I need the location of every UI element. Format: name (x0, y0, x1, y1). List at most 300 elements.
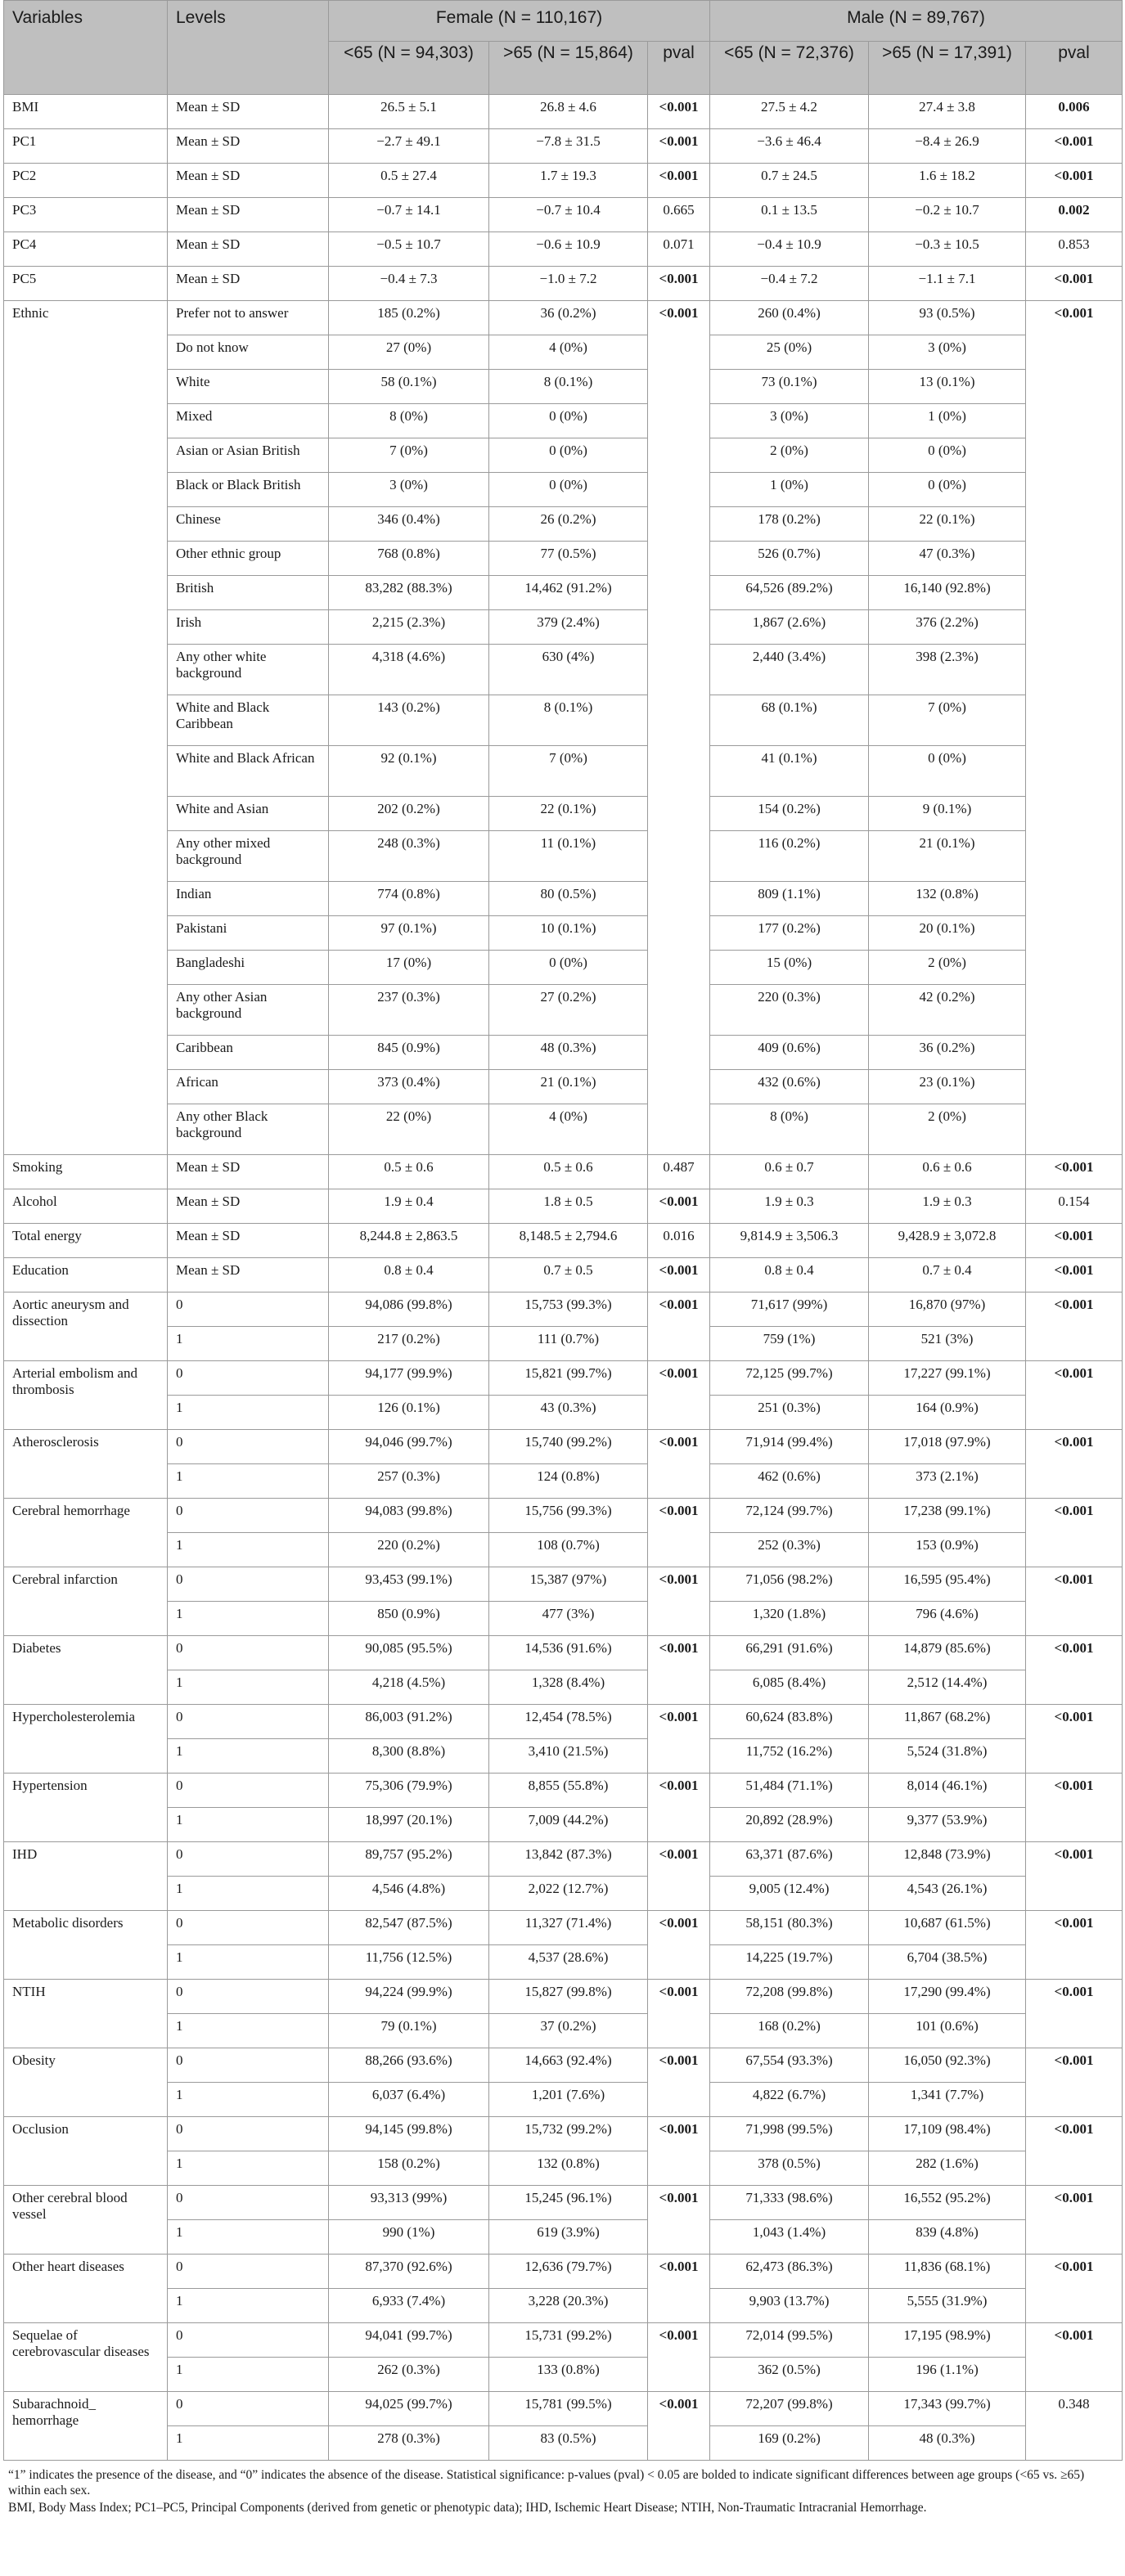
female-ge65-cell: 36 (0.2%) (489, 301, 648, 335)
female-ge65-cell: 11 (0.1%) (489, 831, 648, 882)
male-ge65-cell: 1 (0%) (869, 404, 1026, 438)
variable-cell: Other heart diseases (4, 2255, 168, 2323)
table-row (4, 1292, 1123, 1327)
male-ge65-cell: 11,836 (68.1%) (869, 2255, 1026, 2289)
table-row (4, 2426, 1123, 2461)
female-lt65-cell: 86,003 (91.2%) (329, 1705, 489, 1739)
variable-cell: Occlusion (4, 2117, 168, 2186)
male-ge65-cell: 5,555 (31.9%) (869, 2289, 1026, 2323)
table-row (4, 1258, 1123, 1292)
female-lt65-cell: 94,224 (99.9%) (329, 1980, 489, 2014)
table-row (4, 1533, 1123, 1567)
female-lt65-cell: 93,313 (99%) (329, 2186, 489, 2220)
male-lt65-cell: 462 (0.6%) (710, 1464, 869, 1499)
male-lt65-cell: 11,752 (16.2%) (710, 1739, 869, 1774)
female-pval-cell: <0.001 (648, 2392, 710, 2461)
female-lt65-cell: 4,318 (4.6%) (329, 645, 489, 695)
table-row (4, 473, 1123, 507)
level-cell: Other ethnic group (168, 542, 329, 576)
table-row (4, 951, 1123, 985)
table-row (4, 2186, 1123, 2220)
female-lt65-cell: 202 (0.2%) (329, 797, 489, 831)
male-pval-cell: <0.001 (1026, 301, 1123, 1155)
level-cell: White and Asian (168, 797, 329, 831)
table-row (4, 2220, 1123, 2255)
male-pval-cell: <0.001 (1026, 267, 1123, 301)
male-lt65-cell: 169 (0.2%) (710, 2426, 869, 2461)
table-row (4, 1877, 1123, 1911)
male-ge65-cell: 42 (0.2%) (869, 985, 1026, 1036)
level-cell: 0 (168, 1361, 329, 1396)
table-row (4, 1396, 1123, 1430)
male-ge65-cell: −0.3 ± 10.5 (869, 232, 1026, 267)
table-row (4, 882, 1123, 916)
table-row (4, 1911, 1123, 1945)
female-lt65-cell: 262 (0.3%) (329, 2358, 489, 2392)
female-lt65-cell: 6,933 (7.4%) (329, 2289, 489, 2323)
male-lt65-cell: 154 (0.2%) (710, 797, 869, 831)
male-lt65-cell: 1 (0%) (710, 473, 869, 507)
male-lt65-cell: 27.5 ± 4.2 (710, 95, 869, 129)
level-cell: 0 (168, 2048, 329, 2083)
male-ge65-cell: 376 (2.2%) (869, 610, 1026, 645)
female-ge65-cell: 8 (0.1%) (489, 695, 648, 746)
table-row (4, 370, 1123, 404)
male-ge65-cell: 48 (0.3%) (869, 2426, 1026, 2461)
variable-cell: Aortic aneurysm and dissection (4, 1292, 168, 1361)
male-ge65-cell: 17,343 (99.7%) (869, 2392, 1026, 2426)
female-ge65-cell: 27 (0.2%) (489, 985, 648, 1036)
female-ge65-cell: −1.0 ± 7.2 (489, 267, 648, 301)
table-row (4, 2392, 1123, 2426)
male-lt65-cell: 72,125 (99.7%) (710, 1361, 869, 1396)
male-lt65-cell: 9,903 (13.7%) (710, 2289, 869, 2323)
variable-cell: PC3 (4, 198, 168, 232)
male-ge65-cell: 11,867 (68.2%) (869, 1705, 1026, 1739)
table-row (4, 1842, 1123, 1877)
male-ge65-cell: 4,543 (26.1%) (869, 1877, 1026, 1911)
male-lt65-cell: 1,867 (2.6%) (710, 610, 869, 645)
female-lt65-cell: 143 (0.2%) (329, 695, 489, 746)
male-ge65-cell: 6,704 (38.5%) (869, 1945, 1026, 1980)
female-pval-cell: <0.001 (648, 1292, 710, 1361)
level-cell: 0 (168, 2392, 329, 2426)
male-lt65-cell: 251 (0.3%) (710, 1396, 869, 1430)
level-cell: 0 (168, 2117, 329, 2151)
male-ge65-cell: 17,290 (99.4%) (869, 1980, 1026, 2014)
female-ge65-cell: 15,753 (99.3%) (489, 1292, 648, 1327)
level-cell: Black or Black British (168, 473, 329, 507)
female-lt65-cell: 8,300 (8.8%) (329, 1739, 489, 1774)
male-lt65-cell: 378 (0.5%) (710, 2151, 869, 2186)
male-ge65-cell: 0 (0%) (869, 746, 1026, 797)
header-female-ge65: >65 (N = 15,864) (489, 42, 648, 95)
male-ge65-cell: 1.9 ± 0.3 (869, 1189, 1026, 1224)
male-lt65-cell: 809 (1.1%) (710, 882, 869, 916)
female-ge65-cell: 15,756 (99.3%) (489, 1499, 648, 1533)
female-ge65-cell: −0.6 ± 10.9 (489, 232, 648, 267)
male-pval-cell: <0.001 (1026, 1705, 1123, 1774)
male-ge65-cell: 14,879 (85.6%) (869, 1636, 1026, 1670)
variable-cell: PC4 (4, 232, 168, 267)
table-row (4, 985, 1123, 1036)
male-ge65-cell: 2 (0%) (869, 1104, 1026, 1155)
female-ge65-cell: 111 (0.7%) (489, 1327, 648, 1361)
male-ge65-cell: 839 (4.8%) (869, 2220, 1026, 2255)
table-row (4, 232, 1123, 267)
table-row (4, 1774, 1123, 1808)
male-ge65-cell: 13 (0.1%) (869, 370, 1026, 404)
male-lt65-cell: 0.1 ± 13.5 (710, 198, 869, 232)
female-pval-cell: <0.001 (648, 1189, 710, 1224)
male-ge65-cell: 0 (0%) (869, 438, 1026, 473)
level-cell: African (168, 1070, 329, 1104)
male-lt65-cell: −0.4 ± 7.2 (710, 267, 869, 301)
female-lt65-cell: 2,215 (2.3%) (329, 610, 489, 645)
table-row (4, 1036, 1123, 1070)
female-lt65-cell: 83,282 (88.3%) (329, 576, 489, 610)
male-pval-cell: <0.001 (1026, 164, 1123, 198)
female-ge65-cell: 15,245 (96.1%) (489, 2186, 648, 2220)
female-lt65-cell: 257 (0.3%) (329, 1464, 489, 1499)
male-pval-cell: 0.154 (1026, 1189, 1123, 1224)
table-header (4, 1, 1123, 95)
level-cell: 0 (168, 1705, 329, 1739)
female-ge65-cell: 14,536 (91.6%) (489, 1636, 648, 1670)
female-ge65-cell: 13,842 (87.3%) (489, 1842, 648, 1877)
female-pval-cell: <0.001 (648, 1705, 710, 1774)
male-lt65-cell: 168 (0.2%) (710, 2014, 869, 2048)
female-lt65-cell: 94,145 (99.8%) (329, 2117, 489, 2151)
level-cell: Bangladeshi (168, 951, 329, 985)
female-lt65-cell: 158 (0.2%) (329, 2151, 489, 2186)
male-lt65-cell: 8 (0%) (710, 1104, 869, 1155)
female-ge65-cell: 15,821 (99.7%) (489, 1361, 648, 1396)
table-row (4, 1104, 1123, 1155)
table-row (4, 576, 1123, 610)
male-ge65-cell: 17,238 (99.1%) (869, 1499, 1026, 1533)
male-lt65-cell: 20,892 (28.9%) (710, 1808, 869, 1842)
female-ge65-cell: 15,827 (99.8%) (489, 1980, 648, 2014)
male-pval-cell: <0.001 (1026, 1292, 1123, 1361)
female-ge65-cell: 0 (0%) (489, 473, 648, 507)
male-lt65-cell: 72,124 (99.7%) (710, 1499, 869, 1533)
female-lt65-cell: 0.5 ± 27.4 (329, 164, 489, 198)
male-ge65-cell: 17,195 (98.9%) (869, 2323, 1026, 2358)
table-row (4, 1430, 1123, 1464)
male-lt65-cell: 759 (1%) (710, 1327, 869, 1361)
table-row (4, 129, 1123, 164)
female-pval-cell: 0.665 (648, 198, 710, 232)
male-lt65-cell: 526 (0.7%) (710, 542, 869, 576)
male-ge65-cell: 521 (3%) (869, 1327, 1026, 1361)
female-ge65-cell: 4,537 (28.6%) (489, 1945, 648, 1980)
table-row (4, 2358, 1123, 2392)
table-row (4, 645, 1123, 695)
female-ge65-cell: 630 (4%) (489, 645, 648, 695)
female-lt65-cell: 774 (0.8%) (329, 882, 489, 916)
header-female-group: Female (N = 110,167) (329, 1, 710, 42)
male-ge65-cell: 0.7 ± 0.4 (869, 1258, 1026, 1292)
male-ge65-cell: 10,687 (61.5%) (869, 1911, 1026, 1945)
male-lt65-cell: 0.7 ± 24.5 (710, 164, 869, 198)
female-ge65-cell: 3,228 (20.3%) (489, 2289, 648, 2323)
female-pval-cell: <0.001 (648, 2323, 710, 2392)
female-lt65-cell: 237 (0.3%) (329, 985, 489, 1036)
level-cell: 1 (168, 2358, 329, 2392)
female-ge65-cell: 26 (0.2%) (489, 507, 648, 542)
female-ge65-cell: 477 (3%) (489, 1602, 648, 1636)
female-ge65-cell: 14,663 (92.4%) (489, 2048, 648, 2083)
variable-cell: Subarachnoid_ hemorrhage (4, 2392, 168, 2461)
table-row (4, 2083, 1123, 2117)
female-ge65-cell: 4 (0%) (489, 335, 648, 370)
level-cell: 0 (168, 1636, 329, 1670)
female-lt65-cell: 845 (0.9%) (329, 1036, 489, 1070)
footnote-legend: “1” indicates the presence of the disease, and “0” indicates the absence of the disease. Statistical significance: p-values (pval) < 0.05 are bolded to indicate significant differences between age groups (<65 vs. ≥65) within each sex. (8, 2468, 1085, 2497)
female-pval-cell: <0.001 (648, 1361, 710, 1430)
male-lt65-cell: 362 (0.5%) (710, 2358, 869, 2392)
level-cell: Any other white background (168, 645, 329, 695)
level-cell: Mean ± SD (168, 95, 329, 129)
variable-cell: Alcohol (4, 1189, 168, 1224)
level-cell: Mean ± SD (168, 232, 329, 267)
male-ge65-cell: 36 (0.2%) (869, 1036, 1026, 1070)
male-lt65-cell: 3 (0%) (710, 404, 869, 438)
level-cell: Asian or Asian British (168, 438, 329, 473)
female-pval-cell: <0.001 (648, 1911, 710, 1980)
baseline-characteristics-table (3, 0, 1123, 2461)
male-ge65-cell: 16,552 (95.2%) (869, 2186, 1026, 2220)
male-pval-cell: <0.001 (1026, 1499, 1123, 1567)
table-row (4, 1808, 1123, 1842)
male-pval-cell: 0.853 (1026, 232, 1123, 267)
footnote-abbreviations: BMI, Body Mass Index; PC1–PC5, Principal Components (derived from genetic or phenotypic data); IHD, Ischemic Heart Disease; NTIH, Non-Traumatic Intracranial Hemorrhage. (8, 2501, 927, 2515)
male-lt65-cell: 68 (0.1%) (710, 695, 869, 746)
female-ge65-cell: 15,732 (99.2%) (489, 2117, 648, 2151)
level-cell: 0 (168, 1567, 329, 1602)
level-cell: 1 (168, 2014, 329, 2048)
female-ge65-cell: 2,022 (12.7%) (489, 1877, 648, 1911)
male-ge65-cell: 9,377 (53.9%) (869, 1808, 1026, 1842)
variable-cell: NTIH (4, 1980, 168, 2048)
male-lt65-cell: 14,225 (19.7%) (710, 1945, 869, 1980)
female-pval-cell: <0.001 (648, 1636, 710, 1705)
table-row (4, 164, 1123, 198)
female-ge65-cell: 132 (0.8%) (489, 2151, 648, 2186)
male-ge65-cell: 132 (0.8%) (869, 882, 1026, 916)
female-pval-cell: 0.487 (648, 1155, 710, 1189)
male-lt65-cell: 2,440 (3.4%) (710, 645, 869, 695)
male-pval-cell: 0.006 (1026, 95, 1123, 129)
female-lt65-cell: 990 (1%) (329, 2220, 489, 2255)
table-row (4, 1189, 1123, 1224)
female-lt65-cell: 92 (0.1%) (329, 746, 489, 797)
female-lt65-cell: 768 (0.8%) (329, 542, 489, 576)
male-lt65-cell: 71,333 (98.6%) (710, 2186, 869, 2220)
table-row (4, 301, 1123, 335)
variable-cell: Other cerebral blood vessel (4, 2186, 168, 2255)
male-lt65-cell: 63,371 (87.6%) (710, 1842, 869, 1877)
female-lt65-cell: 0.5 ± 0.6 (329, 1155, 489, 1189)
male-ge65-cell: 196 (1.1%) (869, 2358, 1026, 2392)
female-ge65-cell: 3,410 (21.5%) (489, 1739, 648, 1774)
male-ge65-cell: 12,848 (73.9%) (869, 1842, 1026, 1877)
female-ge65-cell: 619 (3.9%) (489, 2220, 648, 2255)
table-row (4, 198, 1123, 232)
male-pval-cell: <0.001 (1026, 1258, 1123, 1292)
male-lt65-cell: 71,617 (99%) (710, 1292, 869, 1327)
male-lt65-cell: 71,056 (98.2%) (710, 1567, 869, 1602)
female-lt65-cell: 90,085 (95.5%) (329, 1636, 489, 1670)
male-pval-cell: <0.001 (1026, 2323, 1123, 2392)
female-lt65-cell: 3 (0%) (329, 473, 489, 507)
header-male-ge65: >65 (N = 17,391) (869, 42, 1026, 95)
female-lt65-cell: 217 (0.2%) (329, 1327, 489, 1361)
table-row (4, 1361, 1123, 1396)
level-cell: Mean ± SD (168, 1155, 329, 1189)
level-cell: Chinese (168, 507, 329, 542)
table-row (4, 2255, 1123, 2289)
level-cell: 0 (168, 1292, 329, 1327)
table-row (4, 610, 1123, 645)
level-cell: Mean ± SD (168, 267, 329, 301)
variable-cell: Metabolic disorders (4, 1911, 168, 1980)
level-cell: 1 (168, 1808, 329, 1842)
female-ge65-cell: 80 (0.5%) (489, 882, 648, 916)
male-ge65-cell: 9,428.9 ± 3,072.8 (869, 1224, 1026, 1258)
male-pval-cell: <0.001 (1026, 1911, 1123, 1980)
female-lt65-cell: 248 (0.3%) (329, 831, 489, 882)
male-ge65-cell: 17,109 (98.4%) (869, 2117, 1026, 2151)
female-ge65-cell: 124 (0.8%) (489, 1464, 648, 1499)
male-lt65-cell: 1,320 (1.8%) (710, 1602, 869, 1636)
female-ge65-cell: 7,009 (44.2%) (489, 1808, 648, 1842)
female-pval-cell: <0.001 (648, 1430, 710, 1499)
female-ge65-cell: 1,328 (8.4%) (489, 1670, 648, 1705)
male-pval-cell: 0.348 (1026, 2392, 1123, 2461)
header-male-group: Male (N = 89,767) (710, 1, 1123, 42)
male-lt65-cell: 2 (0%) (710, 438, 869, 473)
variable-cell: IHD (4, 1842, 168, 1911)
male-pval-cell: <0.001 (1026, 2186, 1123, 2255)
male-lt65-cell: 177 (0.2%) (710, 916, 869, 951)
female-lt65-cell: 75,306 (79.9%) (329, 1774, 489, 1808)
male-pval-cell: <0.001 (1026, 1361, 1123, 1430)
level-cell: White (168, 370, 329, 404)
table-footnotes (3, 2461, 1122, 2515)
male-lt65-cell: 41 (0.1%) (710, 746, 869, 797)
male-ge65-cell: 27.4 ± 3.8 (869, 95, 1026, 129)
male-pval-cell: <0.001 (1026, 129, 1123, 164)
male-ge65-cell: 23 (0.1%) (869, 1070, 1026, 1104)
female-lt65-cell: 94,177 (99.9%) (329, 1361, 489, 1396)
variable-cell: Arterial embolism and thrombosis (4, 1361, 168, 1430)
table-row (4, 797, 1123, 831)
female-lt65-cell: 94,041 (99.7%) (329, 2323, 489, 2358)
table-row (4, 95, 1123, 129)
male-lt65-cell: 178 (0.2%) (710, 507, 869, 542)
female-ge65-cell: 10 (0.1%) (489, 916, 648, 951)
female-pval-cell: <0.001 (648, 1842, 710, 1911)
male-pval-cell: <0.001 (1026, 2048, 1123, 2117)
table-row (4, 746, 1123, 797)
level-cell: 0 (168, 1980, 329, 2014)
female-lt65-cell: 7 (0%) (329, 438, 489, 473)
male-lt65-cell: 9,005 (12.4%) (710, 1877, 869, 1911)
level-cell: 0 (168, 1842, 329, 1877)
male-pval-cell: <0.001 (1026, 1636, 1123, 1705)
female-ge65-cell: 77 (0.5%) (489, 542, 648, 576)
female-lt65-cell: 17 (0%) (329, 951, 489, 985)
level-cell: 1 (168, 1327, 329, 1361)
table-row (4, 542, 1123, 576)
level-cell: Mean ± SD (168, 164, 329, 198)
table-row (4, 2151, 1123, 2186)
level-cell: 0 (168, 2255, 329, 2289)
variable-cell: Cerebral hemorrhage (4, 1499, 168, 1567)
female-lt65-cell: 26.5 ± 5.1 (329, 95, 489, 129)
female-lt65-cell: 94,083 (99.8%) (329, 1499, 489, 1533)
female-ge65-cell: 15,740 (99.2%) (489, 1430, 648, 1464)
male-lt65-cell: 9,814.9 ± 3,506.3 (710, 1224, 869, 1258)
female-ge65-cell: 12,636 (79.7%) (489, 2255, 648, 2289)
table-row (4, 2323, 1123, 2358)
male-ge65-cell: 93 (0.5%) (869, 301, 1026, 335)
table-row (4, 1739, 1123, 1774)
female-pval-cell: <0.001 (648, 95, 710, 129)
female-pval-cell: <0.001 (648, 1980, 710, 2048)
male-ge65-cell: 0.6 ± 0.6 (869, 1155, 1026, 1189)
female-ge65-cell: 11,327 (71.4%) (489, 1911, 648, 1945)
variable-cell: Diabetes (4, 1636, 168, 1705)
variable-cell: Education (4, 1258, 168, 1292)
level-cell: 1 (168, 1464, 329, 1499)
female-ge65-cell: 0 (0%) (489, 438, 648, 473)
table-row (4, 1567, 1123, 1602)
female-ge65-cell: 15,781 (99.5%) (489, 2392, 648, 2426)
female-pval-cell: <0.001 (648, 301, 710, 1155)
male-ge65-cell: 20 (0.1%) (869, 916, 1026, 951)
female-ge65-cell: 1.8 ± 0.5 (489, 1189, 648, 1224)
female-lt65-cell: 185 (0.2%) (329, 301, 489, 335)
female-ge65-cell: 4 (0%) (489, 1104, 648, 1155)
male-ge65-cell: 1,341 (7.7%) (869, 2083, 1026, 2117)
male-ge65-cell: 16,050 (92.3%) (869, 2048, 1026, 2083)
variable-cell: Ethnic (4, 301, 168, 1155)
male-lt65-cell: 1.9 ± 0.3 (710, 1189, 869, 1224)
table-row (4, 1070, 1123, 1104)
table-row (4, 2014, 1123, 2048)
table-row (4, 695, 1123, 746)
female-ge65-cell: 12,454 (78.5%) (489, 1705, 648, 1739)
variable-cell: PC5 (4, 267, 168, 301)
level-cell: Any other Black background (168, 1104, 329, 1155)
male-ge65-cell: 16,870 (97%) (869, 1292, 1026, 1327)
male-ge65-cell: 47 (0.3%) (869, 542, 1026, 576)
male-lt65-cell: 409 (0.6%) (710, 1036, 869, 1070)
male-lt65-cell: 4,822 (6.7%) (710, 2083, 869, 2117)
table-row (4, 1464, 1123, 1499)
level-cell: Do not know (168, 335, 329, 370)
female-lt65-cell: 8,244.8 ± 2,863.5 (329, 1224, 489, 1258)
male-lt65-cell: 72,014 (99.5%) (710, 2323, 869, 2358)
male-ge65-cell: −1.1 ± 7.1 (869, 267, 1026, 301)
male-lt65-cell: 0.8 ± 0.4 (710, 1258, 869, 1292)
male-lt65-cell: 260 (0.4%) (710, 301, 869, 335)
table-row (4, 438, 1123, 473)
male-pval-cell: <0.001 (1026, 1155, 1123, 1189)
